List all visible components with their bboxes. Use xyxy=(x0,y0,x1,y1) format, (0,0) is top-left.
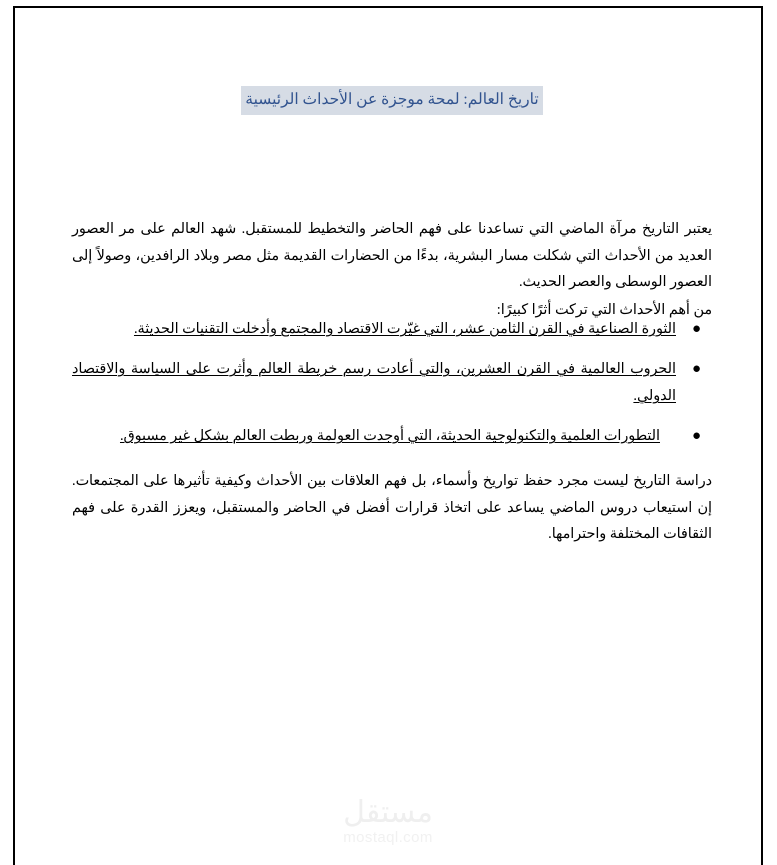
key-events-list xyxy=(72,316,712,450)
intro-paragraph: يعتبر التاريخ مرآة الماضي التي تساعدنا على فهم الحاضر والتخطيط للمستقبل. شهد العالم على مر العصور العديد من الأحداث التي شكلت مسار البشرية، بدءًا من الحضارات القديمة مثل مصر وبلاد الرافدين، وصولاً إلى العصور الوسطى والعصر الحديث. xyxy=(72,221,712,291)
watermark-domain-text: mostaql.com xyxy=(343,829,433,846)
closing-paragraph: دراسة التاريخ ليست مجرد حفظ تواريخ وأسماء، بل فهم العلاقات بين الأحداث وكيفية تأثيرها على المجتمعات. إن استيعاب دروس الماضي يساعد على اتخاذ قرارات أفضل في الحاضر والمستقبل، ويعزز القدرة على فهم الثقافات المختلفة واحترامها. xyxy=(72,473,712,543)
document-title-row xyxy=(72,86,712,115)
list-item-label: التطورات العلمية والتكنولوجية الحديثة، التي أوجدت العولمة وربطت العالم بشكل غير مسبوق. xyxy=(119,428,660,444)
list-item-label: الحروب العالمية في القرن العشرين، والتي أعادت رسم خريطة العالم وأثرت على السياسة والاقتصاد الدولي. xyxy=(72,361,676,404)
list-item xyxy=(72,423,712,450)
watermark-arabic-logo: مستقل xyxy=(343,795,433,830)
list-item xyxy=(72,316,712,343)
list-item-label: الثورة الصناعية في القرن الثامن عشر، التي غيّرت الاقتصاد والمجتمع وأدخلت التقنيات الحديثة. xyxy=(133,321,676,337)
page-title: تاريخ العالم: لمحة موجزة عن الأحداث الرئيسية xyxy=(241,86,542,115)
list-lead-in-text: من أهم الأحداث التي تركت أثرًا كبيرًا: xyxy=(496,302,712,319)
document-page xyxy=(13,6,763,865)
bullet-icon: ● xyxy=(691,361,701,377)
bullet-icon: ● xyxy=(691,428,701,444)
document-content-area xyxy=(72,8,712,865)
list-item xyxy=(72,356,712,410)
bullet-icon: ● xyxy=(691,321,701,337)
